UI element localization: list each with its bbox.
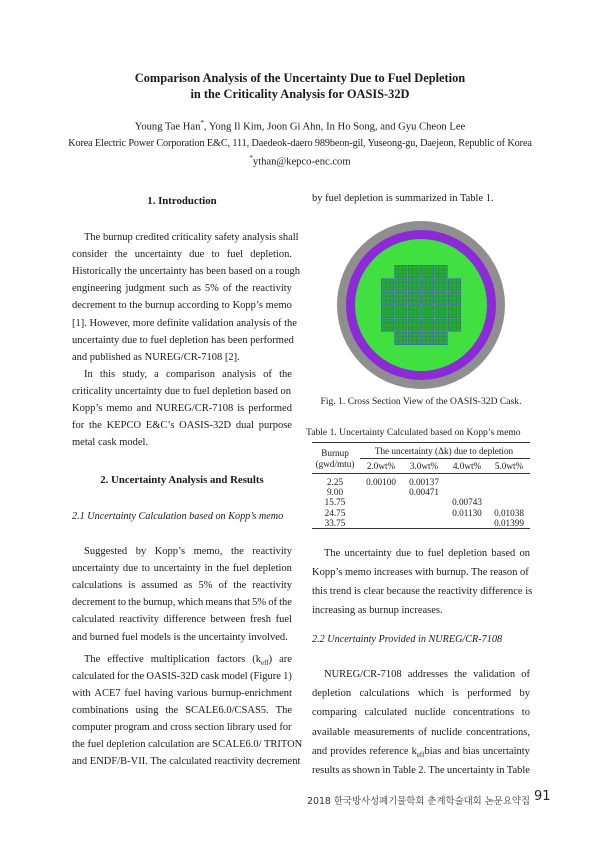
- column-header: 2.0wt%: [366, 461, 396, 471]
- fuel-assembly-cell: [422, 319, 434, 331]
- text-line: criticality uncertainty due to fuel depletion based on: [72, 385, 291, 397]
- burnup-cell: 9.00: [326, 487, 344, 498]
- text-line: this trend is clear because the reactivity difference is: [312, 586, 533, 597]
- text-line: decrement to the burnup according to Kopp’s memo: [72, 300, 292, 312]
- column-header: 5.0wt%: [494, 461, 524, 471]
- text-line: for the KEPCO E&C’s OASIS-32D dual purpose: [72, 420, 292, 432]
- fuel-assembly-cell: [435, 319, 447, 331]
- text-line: The burnup credited criticality safety analysis shall: [84, 232, 299, 243]
- fuel-assembly-cell: [448, 279, 460, 291]
- text-line: uncertainty due to uncertainty in the fuel depletion: [72, 563, 292, 575]
- subsection-heading-2-2: 2.2 Uncertainty Provided in NUREG/CR-7108: [312, 634, 503, 645]
- row-header-line-1: Burnup: [321, 448, 349, 458]
- uncertainty-cell: 0.01038: [494, 507, 524, 518]
- text-line: computer program and cross section library used for: [72, 722, 292, 733]
- fuel-assembly-cell: [435, 332, 447, 344]
- fuel-assembly-cell: [435, 279, 447, 291]
- corresponding-author: Young Tae Han: [134, 121, 201, 133]
- fuel-assembly-cell: [395, 319, 407, 331]
- text-line: with ACE7 fuel having various burnup-enrichment: [72, 687, 292, 699]
- text-line: comparing calculated nuclide concentrations to: [312, 707, 530, 719]
- text-line: uncertainty due to fuel depletion has been performed: [72, 334, 294, 346]
- table-bottom-rule: [312, 528, 530, 529]
- fuel-assembly-cell: [408, 319, 420, 331]
- column-header: 3.0wt%: [409, 461, 439, 471]
- text-line: and provides reference $k_{eff}bias$ and bias uncertainty: [312, 745, 530, 759]
- fuel-assembly-cell: [422, 306, 434, 318]
- fuel-assembly-cell: [381, 306, 393, 318]
- column-header: 4.0wt%: [452, 461, 482, 471]
- fuel-assembly-cell: [448, 292, 460, 304]
- text-line: and burned fuel models is the uncertainty involved.: [72, 631, 288, 643]
- fuel-assembly-cell: [408, 292, 420, 304]
- author-list: [30, 119, 570, 133]
- fuel-assembly-cell: [395, 279, 407, 291]
- affiliation: Korea Electric Power Corporation E&C, 111, Daedeok-daero 989beon-gil, Yuseong-gu, Daejeon, Republic of Korea: [68, 138, 532, 149]
- uncertainty-cell: 0.00471: [409, 487, 439, 498]
- paper-title-line-1: Comparison Analysis of the Uncertainty Due to Fuel Depletion: [134, 71, 466, 85]
- text-line: the fuel depletion calculation are SCALE6.0/ TRITON: [72, 739, 303, 751]
- row-header-line-2: (gwd/mtu): [315, 459, 355, 469]
- text-line: depletion calculations which is performed by: [312, 688, 530, 700]
- fuel-assembly-cell: [435, 306, 447, 318]
- text-line: calculated for the OASIS-32D cask model (Figure 1): [72, 670, 292, 682]
- text-line: Kopp’s memo and NUREG/CR-7108 is performed: [72, 403, 292, 414]
- table-caption: Table 1. Uncertainty Calculated based on Kopp’s memo: [306, 427, 521, 438]
- group-header: The uncertainty (Δk) due to depletion: [374, 446, 514, 456]
- fuel-assembly-cell: [381, 279, 393, 291]
- page-number: 91: [534, 789, 551, 804]
- text-line: results as shown in Table 2. The uncertainty in Table: [312, 765, 530, 776]
- basket-region: [355, 239, 487, 371]
- fuel-assembly-cell: [435, 292, 447, 304]
- fuel-assembly-cell: [408, 332, 420, 344]
- co-authors: , Yong Il Kim, Joon Gi Ahn, In Ho Song, and Gyu Cheon Lee: [203, 121, 466, 133]
- fuel-assembly-cell: [395, 332, 407, 344]
- text-line: calculations is assumed as 5% of the reactivity: [72, 580, 292, 592]
- fuel-assembly-cell: [448, 319, 460, 331]
- fuel-assembly-cell: [422, 265, 434, 277]
- text-line: by fuel depletion is summarized in Table 1.: [312, 193, 494, 204]
- text-line: calculated reactivity difference between fresh fuel: [72, 614, 292, 626]
- contact-email: [30, 154, 570, 168]
- fuel-assembly-cell: [395, 292, 407, 304]
- text-line: The effective multiplication factors $(k_{eff})$ are: [84, 653, 292, 667]
- text-line: combinations using the SCALE6.0/CSAS5. The: [72, 704, 292, 716]
- text-line: The uncertainty due to fuel depletion based on: [324, 548, 530, 559]
- text-line: available measurements of nuclide concentrations,: [312, 726, 530, 738]
- text-line: increasing as burnup increases.: [312, 605, 443, 616]
- text-line: and published as NUREG/CR-7108 [2].: [72, 351, 240, 363]
- burnup-cell: 33.75: [324, 517, 346, 528]
- section-heading-introduction: 1. Introduction: [147, 195, 217, 207]
- fuel-assembly-cell: [422, 292, 434, 304]
- text-line: [1]. However, more definite validation analysis of the: [72, 317, 297, 329]
- burnup-cell: 24.75: [324, 507, 346, 518]
- fuel-assembly-cell: [381, 319, 393, 331]
- proceedings-footer: 2018 한국방사성폐기물학회 춘계학술대회 논문요약집: [307, 796, 530, 807]
- group-header-rule: [360, 458, 530, 459]
- fuel-assembly-cell: [408, 265, 420, 277]
- email-mark: *: [249, 154, 253, 162]
- text-line: decrement to the burnup, which means that 5% of the: [72, 597, 292, 609]
- text-line: Kopp’s memo increases with burnup. The reason of: [312, 567, 529, 578]
- text-line: Historically the uncertainty has been based on a rough: [72, 266, 301, 278]
- fuel-assembly-cell: [381, 292, 393, 304]
- corresponding-mark: *: [200, 119, 204, 127]
- uncertainty-cell: 0.00100: [366, 477, 396, 487]
- uncertainty-cell: 0.01130: [452, 507, 482, 518]
- email-address: ythan@kepco-enc.com: [252, 156, 351, 168]
- fuel-assembly-cell: [408, 306, 420, 318]
- subsection-heading-2-1: 2.1 Uncertainty Calculation based on Kopp’s memo: [72, 511, 284, 522]
- fuel-assembly-cell: [435, 265, 447, 277]
- fuel-assembly-cell: [408, 279, 420, 291]
- text-line: and ENDF/B-VII. The calculated reactivity decrement: [72, 756, 301, 768]
- cask-cross-section-figure: [336, 220, 506, 390]
- paper-title-line-2: in the Criticality Analysis for OASIS-32D: [190, 87, 410, 101]
- text-line: engineering judgment such as 5% of the reactivity: [72, 283, 292, 295]
- fuel-assembly-cell: [448, 306, 460, 318]
- fuel-assembly-cell: [422, 332, 434, 344]
- table-top-rule: [312, 442, 530, 443]
- burnup-cell: 15.75: [324, 497, 346, 508]
- figure-caption: Fig. 1. Cross Section View of the OASIS-32D Cask.: [320, 396, 522, 407]
- burnup-cell: 2.25: [326, 477, 344, 487]
- fuel-assembly-cell: [395, 306, 407, 318]
- uncertainty-cell: 0.01399: [494, 517, 524, 528]
- fuel-assembly-cell: [395, 265, 407, 277]
- uncertainty-cell: 0.00743: [452, 497, 482, 508]
- text-line: metal cask model.: [72, 437, 149, 449]
- text-line: NUREG/CR-7108 addresses the validation of: [324, 669, 530, 680]
- fuel-assembly-cell: [422, 279, 434, 291]
- section-heading-results: 2. Uncertainty Analysis and Results: [100, 474, 264, 486]
- text-line: consider the uncertainty due to fuel depletion.: [72, 249, 292, 261]
- text-line: In this study, a comparison analysis of the: [84, 368, 292, 380]
- header-bottom-rule: [312, 473, 530, 474]
- uncertainty-cell: 0.00137: [409, 477, 439, 487]
- text-line: Suggested by Kopp’s memo, the reactivity: [84, 546, 292, 557]
